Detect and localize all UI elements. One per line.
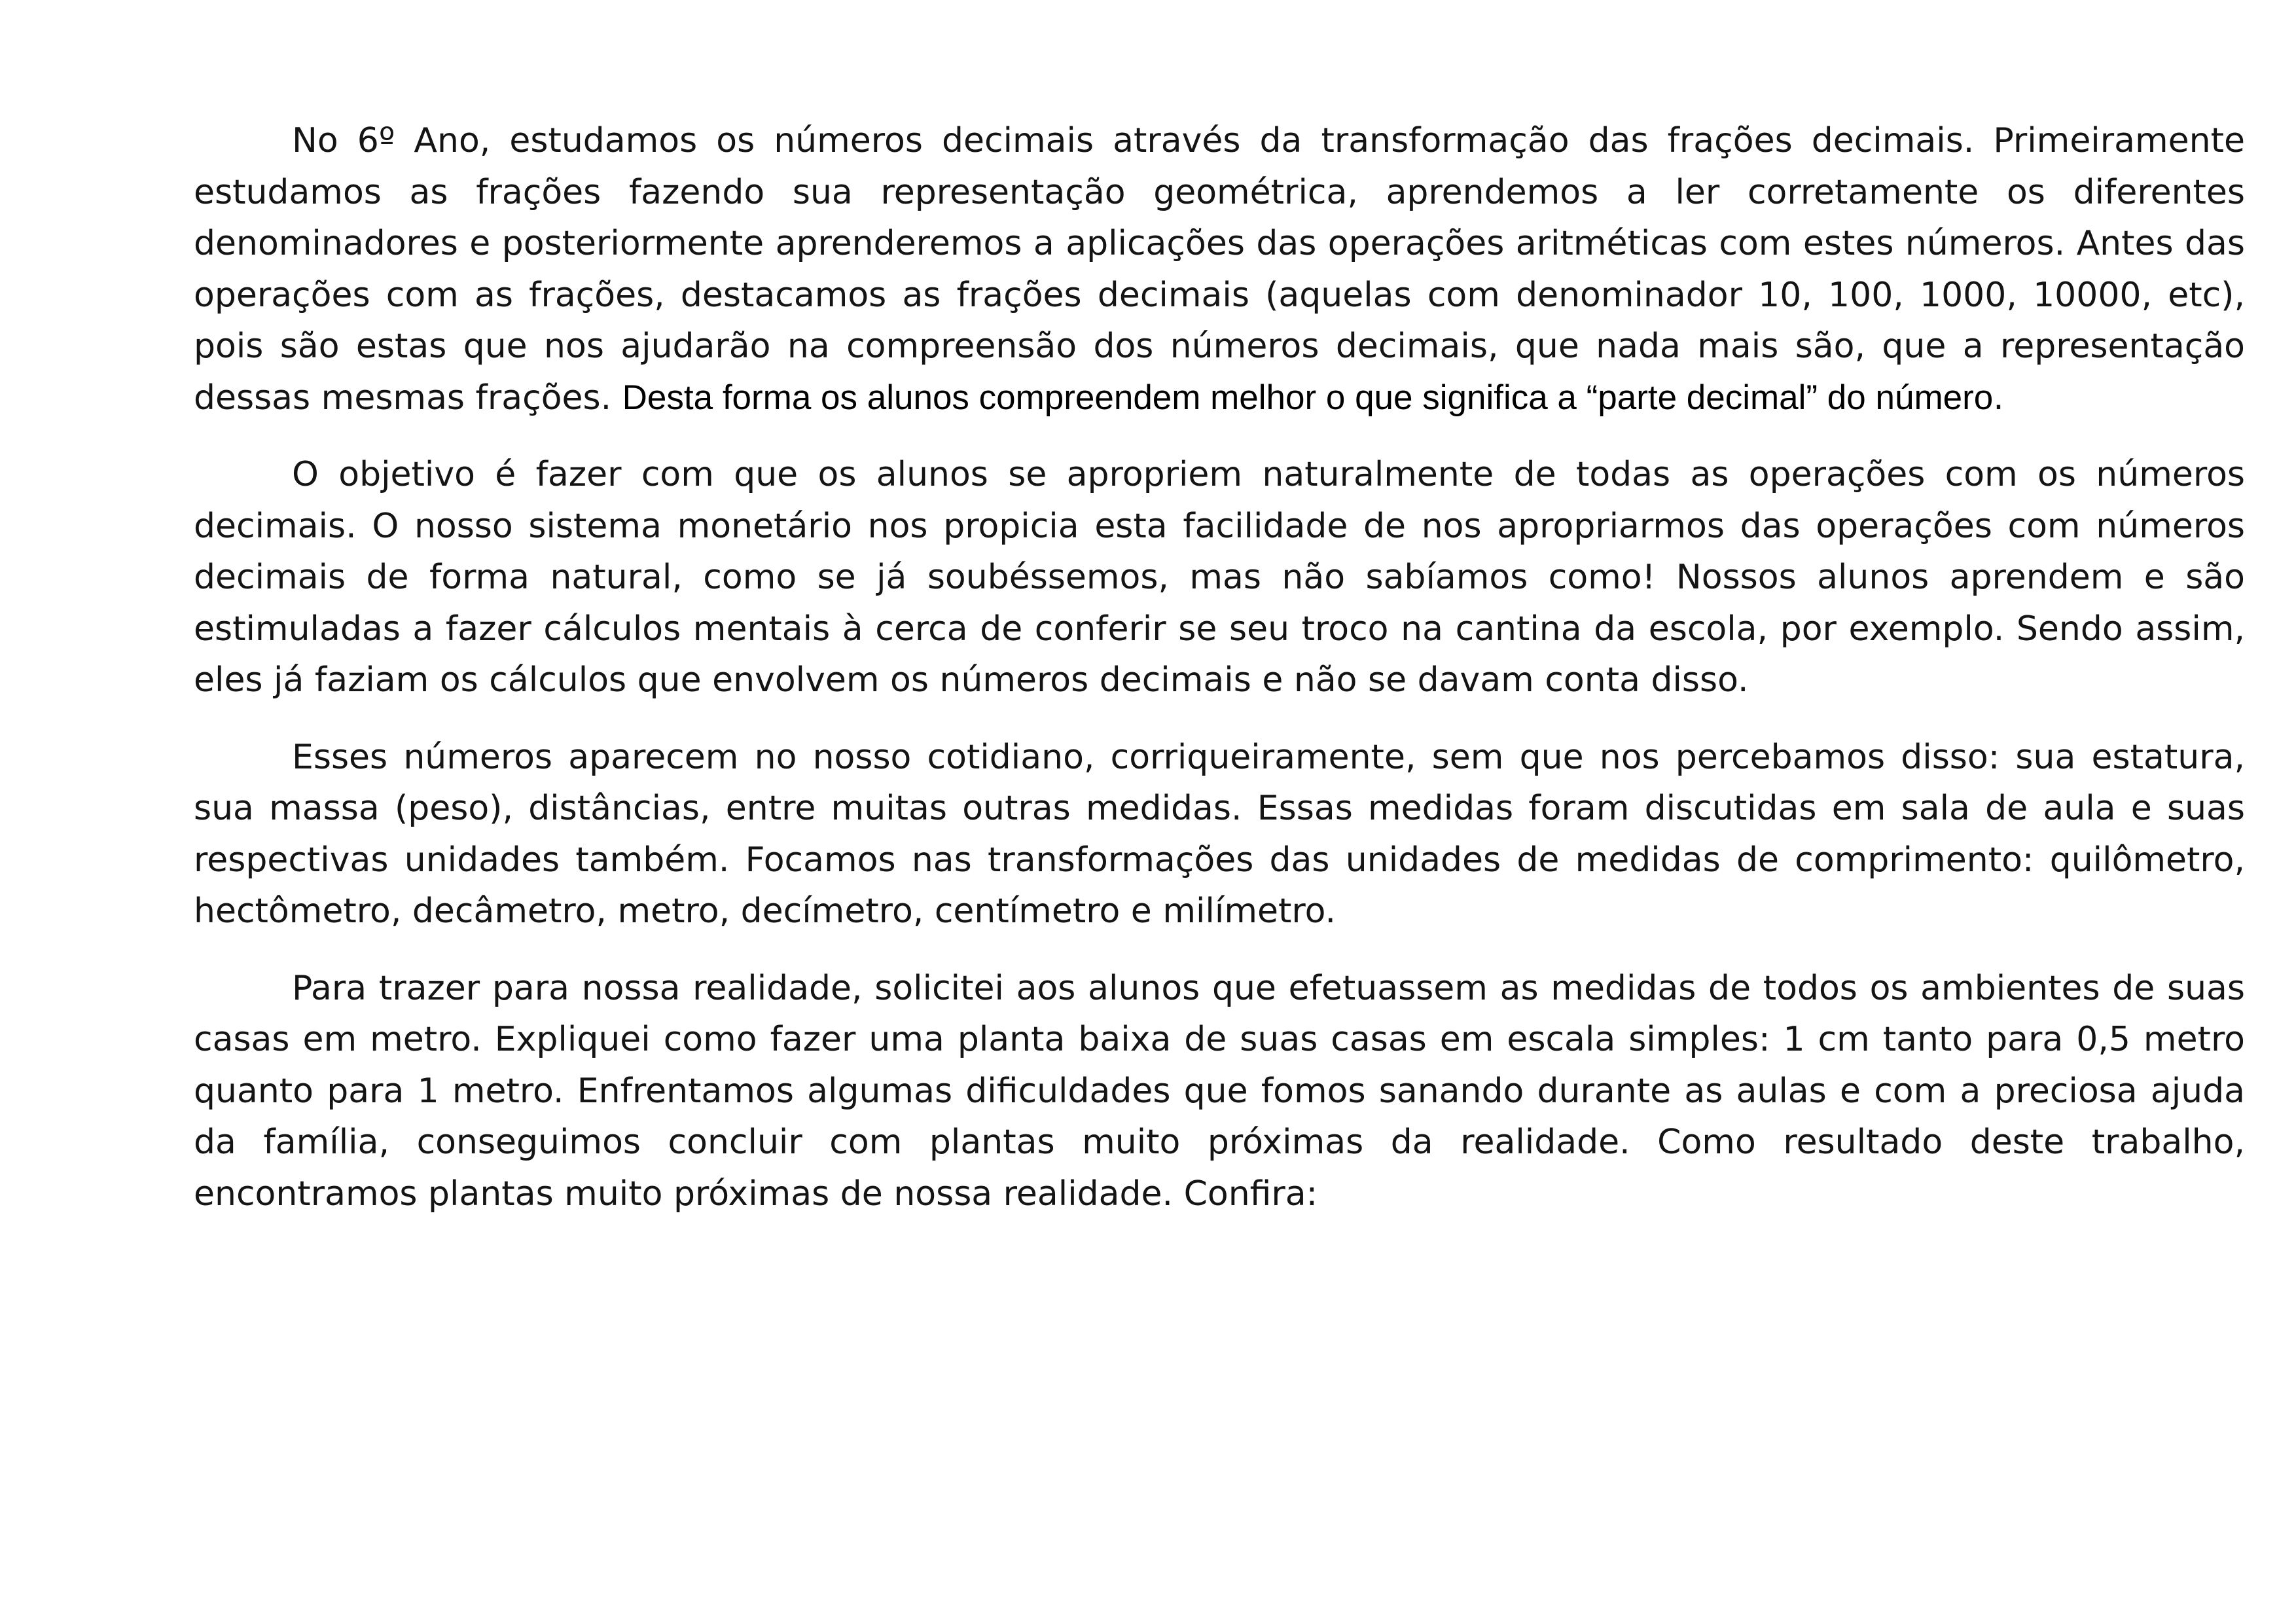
paragraph-text: Para trazer para nossa realidade, solicitei aos alunos que efetuassem as medidas de todos os ambientes de suas casas em metro. Expliquei como fazer uma planta baixa de suas casas em escala simples: 1 cm tanto para 0,5 metro quanto para 1 metro. Enfrentamos algumas dificuldades que fomos sanando durante as aulas e com a preciosa ajuda da família, conseguimos concluir com plantas muito próximas da realidade. Como resultado deste trabalho, encontramos plantas muito próximas de nossa realidade. Confira: bbox=[194, 968, 2245, 1214]
paragraph-text: O objetivo é fazer com que os alunos se apropriem naturalmente de todas as operações com os números decimais. O nosso sistema monetário nos propicia esta facilidade de nos apropriarmos das operações com números decimais de forma natural, como se já soubéssemos, mas não sabíamos como! Nossos alunos aprendem e são estimuladas a fazer cálculos mentais à cerca de conferir se seu troco na cantina da escola, por exemplo. Sendo assim, eles já faziam os cálculos que envolvem os números decimais e não se davam conta disso. bbox=[194, 455, 2245, 700]
paragraph-text: No 6º Ano, estudamos os números decimais através da transformação das frações decimais. Primeiramente estudamos as frações fazendo sua representação geométrica, aprendemos a ler corretamente os diferentes denominadores e posteriormente aprenderemos a aplicações das operações aritméticas com estes números. Antes das operações com as frações, destacamos as frações decimais (aquelas com denominador 10, 100, 1000, 10000, etc), pois são estas que nos ajudarão na compreensão dos números decimais, que nada mais são, que a representação dessas mesmas frações. bbox=[194, 121, 2245, 418]
paragraph-floor-plan bbox=[194, 963, 2245, 1220]
paragraph-decimal-fractions bbox=[194, 115, 2245, 424]
paragraph-emphasis: Desta forma os alunos compreendem melhor o que significa a “parte decimal” do número bbox=[622, 378, 1994, 417]
paragraph-objective bbox=[194, 449, 2245, 706]
paragraph-tail: . bbox=[1993, 378, 2004, 418]
paragraph-everyday-numbers bbox=[194, 732, 2245, 937]
paragraph-text: Esses números aparecem no nosso cotidiano, corriqueiramente, sem que nos percebamos disso: sua estatura, sua massa (peso), distâncias, entre muitas outras medidas. Essas medidas foram discutidas em sala de aula e suas respectivas unidades também. Focamos nas transformações das unidades de medidas de comprimento: quilômetro, hectômetro, decâmetro, metro, decímetro, centímetro e milímetro. bbox=[194, 737, 2245, 931]
document-body bbox=[194, 115, 2245, 1245]
